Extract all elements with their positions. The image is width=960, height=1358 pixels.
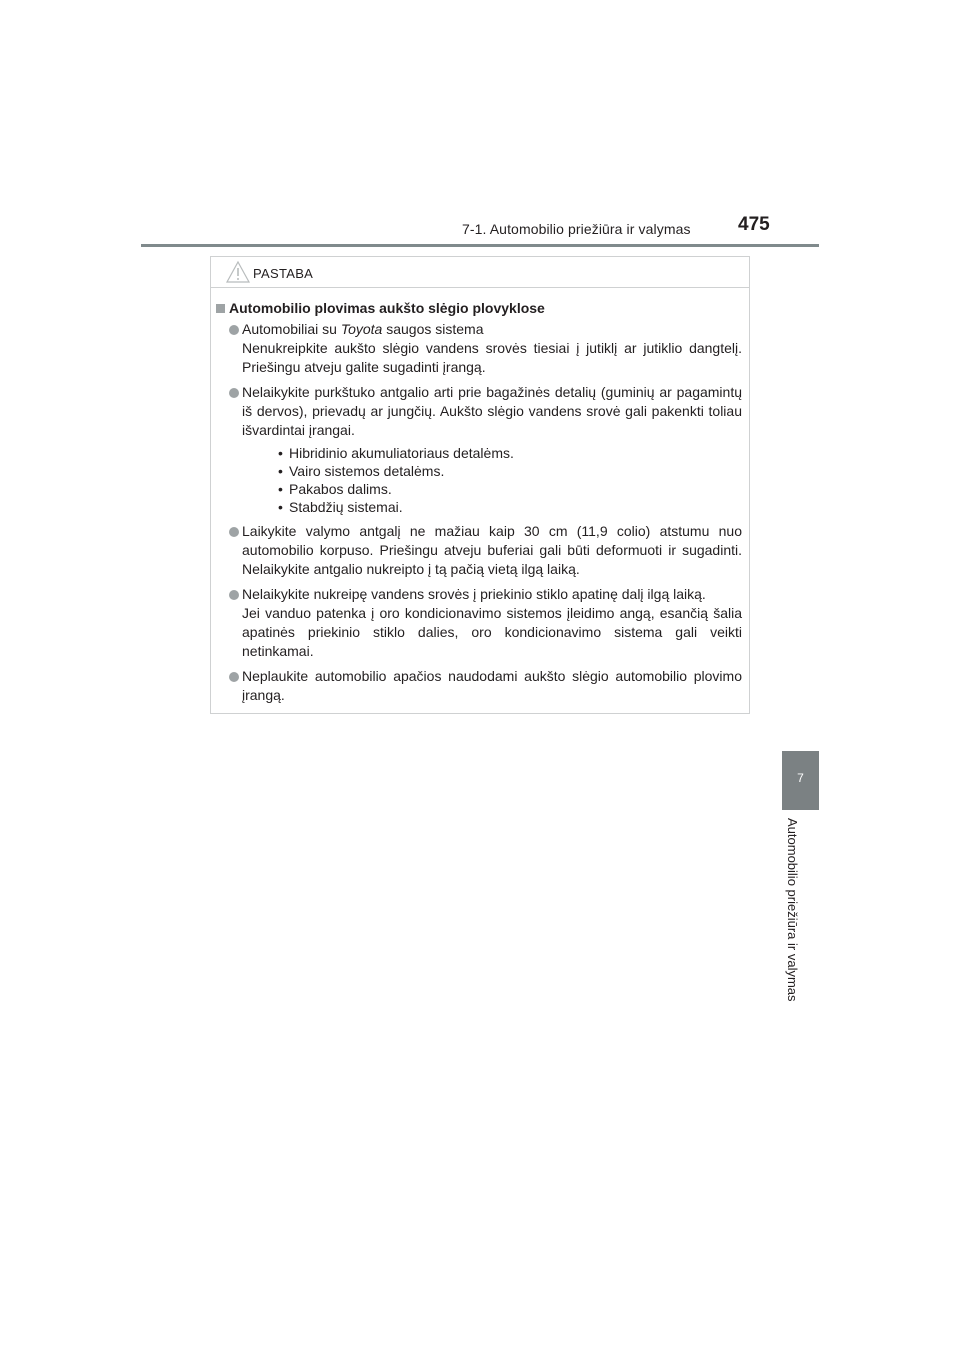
header-rule [141,244,819,247]
sublist-item-text: Vairo sistemos detalėms. [289,463,445,479]
circle-bullet-icon [229,590,239,600]
warning-triangle-icon [225,260,251,284]
item-2-sublist [242,444,742,516]
page-number: 475 [738,214,770,235]
caution-item-2 [211,383,749,516]
circle-bullet-icon [229,672,239,682]
circle-bullet-icon [229,388,239,398]
sublist-item: • Hibridinio akumuliatoriaus detalėms. [278,445,514,461]
item-4-line2: Jei vanduo patenka į oro kondicionavimo sistemos įleidimo angą, esančią šalia apatinės priekinio stiklo dalies, oro kondicionavimo sistema gali veikti netinkamai. [242,605,742,659]
item-2-text: Nelaikykite purkštuko antgalio arti prie bagažinės detalių (guminių ar pagamintų iš dervos), prievadų ar jungčių. Aukšto slėgio vandens srovė gali pakenkti toliau išvardintai įrangai. [242,384,742,438]
caution-box [210,256,750,714]
caution-title: PASTABA [253,266,314,281]
caution-heading-text: Automobilio plovimas aukšto slėgio plovyklose [229,300,545,316]
item-1-intro-before: Automobiliai su [242,321,341,337]
sublist-item-text: Stabdžių sistemai. [289,499,403,515]
item-1-intro-after: saugos sistema [382,321,484,337]
chapter-tab [782,751,819,810]
circle-bullet-icon [229,325,239,335]
sublist-item: • Pakabos dalims. [278,481,392,497]
sublist-item: • Stabdžių sistemai. [278,499,403,515]
running-header-section: 7-1. Automobilio priežiūra ir valymas [462,221,691,237]
square-bullet-icon [216,304,225,313]
caution-content [211,299,749,711]
chapter-number: 7 [797,771,804,785]
caution-header [211,257,749,288]
item-3-text: Laikykite valymo antgalį ne mažiau kaip 30 cm (11,9 colio) atstumu nuo automobilio korpuso. Priešingu atveju buferiai gali būti deformuoti ir sugadinti. Nelaikykite antgalio nukreipto į tą pačią vietą ilgą laiką. [242,523,742,577]
item-5-text: Neplaukite automobilio apačios naudodami aukšto slėgio automobilio plovimo įrangą. [242,668,742,703]
caution-item-4 [211,585,749,661]
caution-heading [211,299,749,318]
sublist-item-text: Hibridinio akumuliatoriaus detalėms. [289,445,514,461]
caution-item-3 [211,522,749,579]
caution-item-5 [211,667,749,705]
item-1-text: Nenukreipkite aukšto slėgio vandens srovės tiesiai į jutiklį ar jutiklio dangtelį. Priešingu atveju galite sugadinti įrangą. [242,340,742,375]
item-4-line1: Nelaikykite nukreipę vandens srovės į priekinio stiklo apatinę dalį ilgą laiką. [242,586,706,602]
caution-item-1 [211,320,749,377]
chapter-side-label: Automobilio priežiūra ir valymas [785,818,800,1002]
sublist-item-text: Pakabos dalims. [289,481,392,497]
item-1-intro [242,320,742,339]
item-1-brand: Toyota [340,321,383,337]
sublist-item: • Vairo sistemos detalėms. [278,463,445,479]
circle-bullet-icon [229,527,239,537]
